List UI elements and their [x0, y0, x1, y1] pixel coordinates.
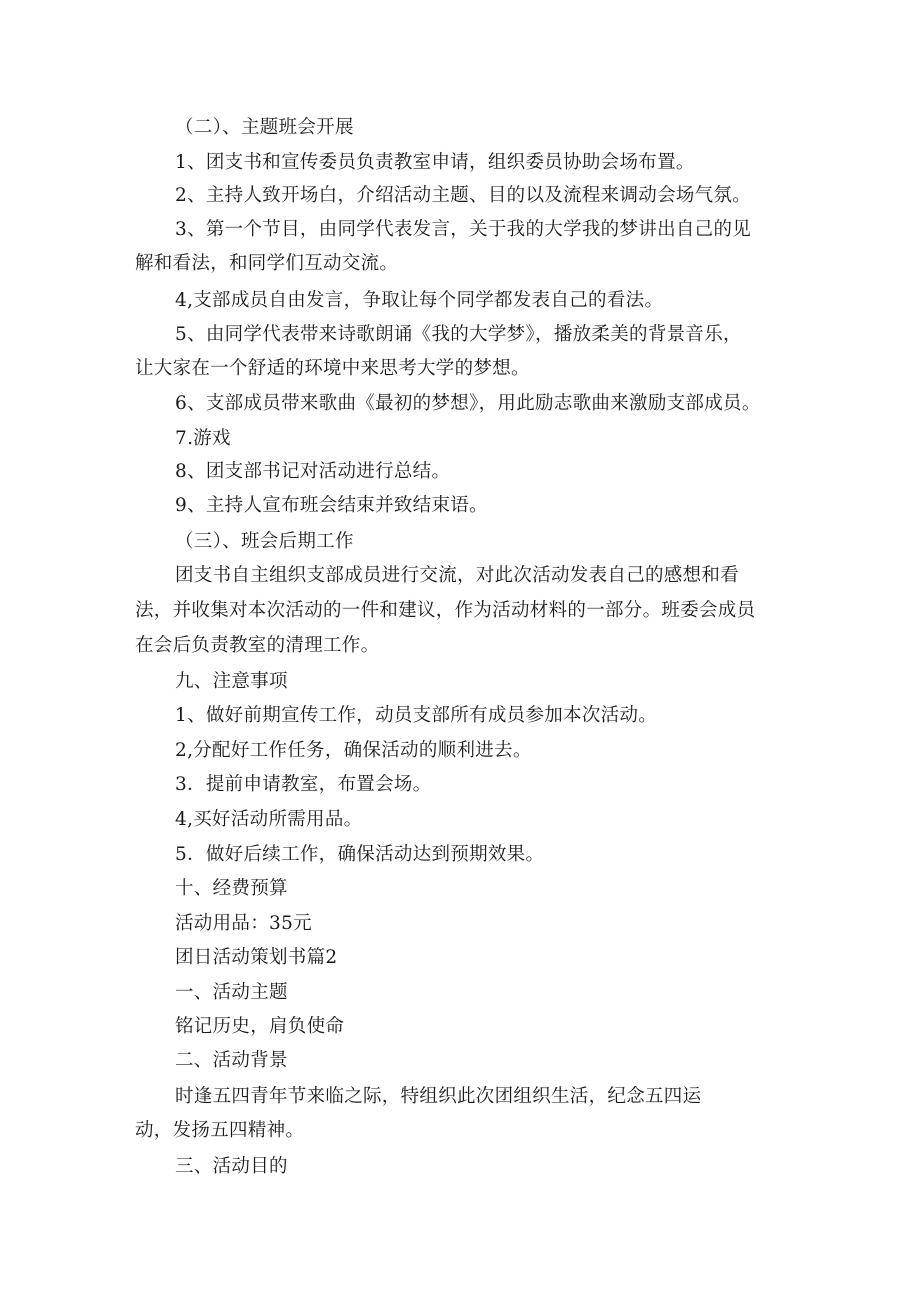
document-title: 团日活动策划书篇2 [175, 947, 338, 968]
section-heading: 一、活动主题 [175, 982, 288, 1003]
paragraph-line: 5、由同学代表带来诗歌朗诵《我的大学梦》，播放柔美的背景音乐， [175, 324, 742, 345]
section-heading: （二）、主题班会开展 [175, 117, 354, 138]
section-heading: 三、活动目的 [175, 1156, 288, 1177]
section-heading: 十、经费预算 [175, 878, 288, 899]
paragraph-line: 8、团支部书记对活动进行总结。 [175, 461, 451, 482]
paragraph-line: 7.游戏 [175, 428, 231, 449]
section-heading: （三）、班会后期工作 [175, 531, 354, 552]
paragraph-line: 时逢五四青年节来临之际，特组织此次团组织生活，纪念五四运 [175, 1086, 702, 1107]
paragraph-line: 解和看法，和同学们互动交流。 [135, 253, 399, 274]
section-heading: 九、注意事项 [175, 671, 288, 692]
paragraph-line: 在会后负责教室的清理工作。 [135, 635, 380, 656]
paragraph-line: 2,分配好工作任务，确保活动的顺利进去。 [175, 740, 532, 761]
paragraph-line: 铭记历史，肩负使命 [175, 1016, 345, 1037]
paragraph-line: 动，发扬五四精神。 [135, 1120, 305, 1141]
paragraph-line: 1、做好前期宣传工作，动员支部所有成员参加本次活动。 [175, 705, 658, 726]
paragraph-line: 4,买好活动所需用品。 [175, 809, 363, 830]
paragraph-line: 2、主持人致开场白，介绍活动主题、目的以及流程来调动会场气氛。 [175, 185, 752, 206]
paragraph-line: 3、第一个节目，由同学代表发言，关于我的大学我的梦讲出自己的见 [175, 219, 752, 240]
paragraph-line: 活动用品：35元 [175, 913, 312, 934]
section-heading: 二、活动背景 [175, 1050, 288, 1071]
paragraph-line: 法，并收集对本次活动的一件和建议，作为活动材料的一部分。班委会成员 [135, 600, 756, 621]
paragraph-line: 让大家在一个舒适的环境中来思考大学的梦想。 [135, 358, 530, 379]
paragraph-line: 团支书自主组织支部成员进行交流，对此次活动发表自己的感想和看 [175, 565, 740, 586]
paragraph-line: 4,支部成员自由发言，争取让每个同学都发表自己的看法。 [175, 290, 664, 311]
paragraph-line: 3．提前申请教室，布置会场。 [175, 774, 432, 795]
paragraph-line: 9、主持人宣布班会结束并致结束语。 [175, 495, 488, 516]
paragraph-line: 6、支部成员带来歌曲《最初的梦想》，用此励志歌曲来激励支部成员。 [175, 393, 761, 414]
paragraph-line: 1、团支书和宣传委员负责教室申请，组织委员协助会场布置。 [175, 152, 695, 173]
paragraph-line: 5．做好后续工作，确保活动达到预期效果。 [175, 844, 545, 865]
